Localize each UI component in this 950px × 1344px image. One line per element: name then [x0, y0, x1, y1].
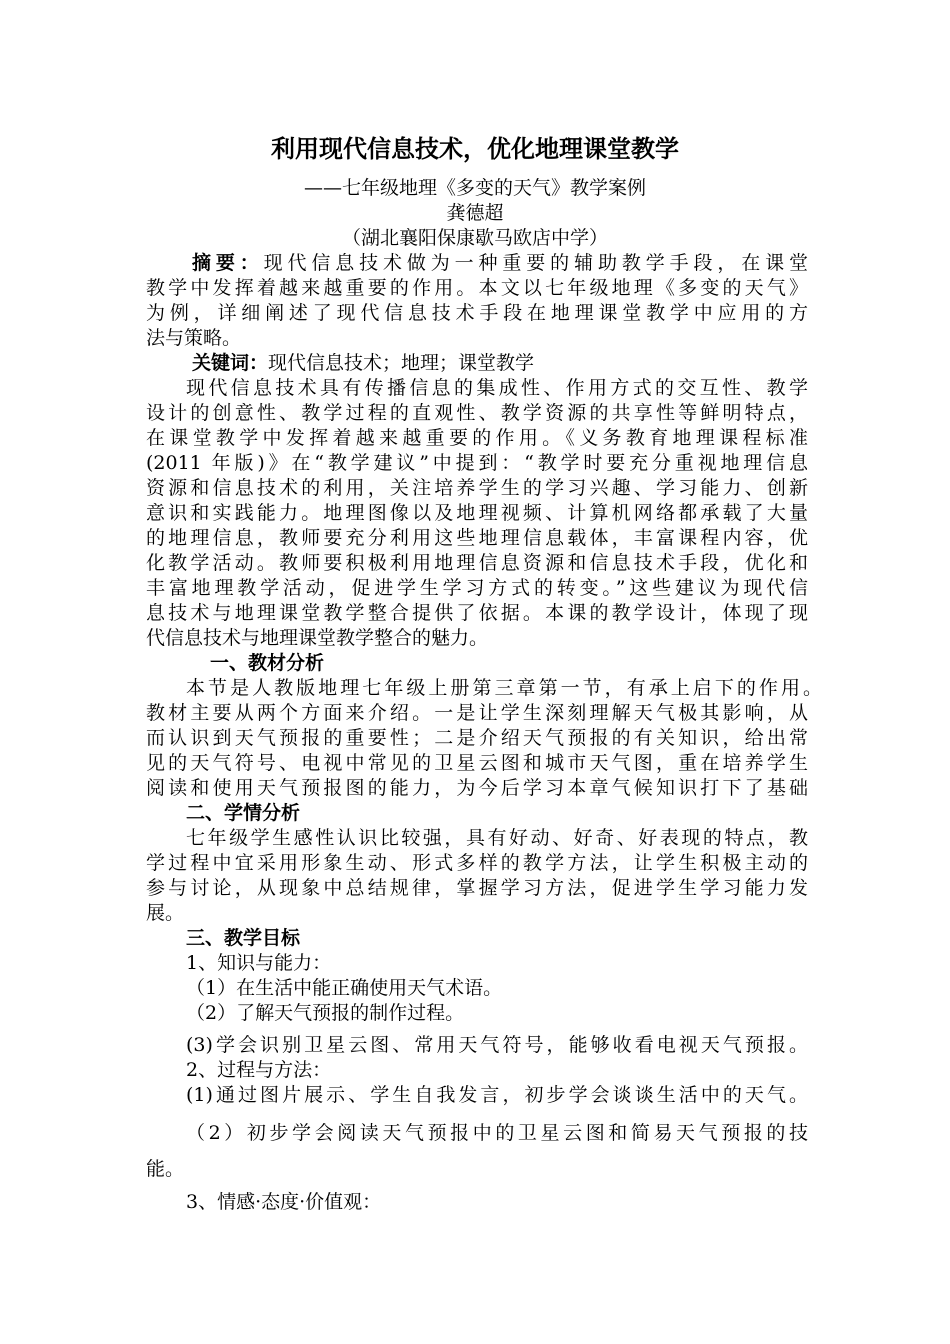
abstract-line-3: 为例，详细阐述了现代信息技术手段在地理课堂教学中应用的方	[146, 302, 808, 324]
keywords-text: 现代信息技术；地理；课堂教学	[268, 352, 535, 374]
goal-knowledge-item-2: （2）了解天气预报的制作过程。	[186, 1002, 465, 1024]
section-heading-3: 三、教学目标	[186, 927, 301, 949]
author-name: 龚德超	[446, 202, 504, 224]
abstract-label: 摘要：	[192, 252, 264, 274]
goal-process-item-1: (1)通过图片展示、学生自我发言，初步学会谈谈生活中的天气。	[186, 1084, 808, 1106]
document-subtitle: ——七年级地理《多变的天气》教学案例	[303, 177, 646, 199]
intro-line-2: 设计的创意性、教学过程的直观性、教学资源的共享性等鲜明特点，	[146, 402, 808, 424]
section1-line-5: 阅读和使用天气预报图的能力，为今后学习本章气候知识打下了基础	[146, 777, 808, 799]
intro-line-11: 代信息技术与地理课堂教学整合的魅力。	[146, 627, 489, 649]
intro-line-7: 的地理信息，教师要充分利用这些地理信息载体，丰富课程内容，优	[146, 527, 808, 549]
abstract-line-2: 教学中发挥着越来越重要的作用。本文以七年级地理《多变的天气》	[146, 277, 808, 299]
intro-line-6: 意识和实践能力。地理图像以及地理视频、计算机网络都承载了大量	[146, 502, 808, 524]
section-heading-2: 二、学情分析	[186, 802, 301, 824]
section2-line-3: 参与讨论，从现象中总结规律，掌握学习方法，促进学生学习能力发	[146, 877, 808, 899]
intro-line-1: 现代信息技术具有传播信息的集成性、作用方式的交互性、教学	[186, 377, 808, 399]
section2-line-1: 七年级学生感性认识比较强，具有好动、好奇、好表现的特点，教	[186, 827, 808, 849]
section1-line-1: 本节是人教版地理七年级上册第三章第一节，有承上启下的作用。	[186, 677, 822, 699]
goal-process-heading: 2、过程与方法：	[186, 1059, 332, 1081]
keywords-line	[192, 351, 808, 376]
goal-attitude-heading: 3、情感·态度·价值观：	[186, 1191, 382, 1213]
intro-line-10: 息技术与地理课堂教学整合提供了依据。本课的教学设计，体现了现	[146, 602, 808, 624]
goal-knowledge-heading: 1、知识与能力：	[186, 952, 332, 974]
document-title: 利用现代信息技术，优化地理课堂教学	[271, 135, 679, 163]
goal-process-item-2-cont: 能。	[146, 1158, 185, 1180]
section1-line-2: 教材主要从两个方面来介绍。一是让学生深刻理解天气极其影响，从	[146, 702, 808, 724]
author-affiliation: （湖北襄阳保康歇马欧店中学）	[341, 227, 608, 249]
goal-knowledge-item-1: （1）在生活中能正确使用天气术语。	[186, 977, 503, 999]
goal-process-item-2: （2）初步学会阅读天气预报中的卫星云图和简易天气预报的技	[186, 1122, 808, 1144]
section1-line-4: 见的天气符号、电视中常见的卫星云图和城市天气图，重在培养学生	[146, 752, 808, 774]
section1-line-3: 而认识到天气预报的重要性；二是介绍天气预报的有关知识，给出常	[146, 727, 808, 749]
goal-knowledge-item-3: (3)学会识别卫星云图、常用天气符号，能够收看电视天气预报。	[186, 1034, 808, 1056]
intro-line-5: 资源和信息技术的利用，关注培养学生的学习兴趣、学习能力、创新	[146, 477, 808, 499]
abstract-text-1: 现代信息技术做为一种重要的辅助教学手段，在课堂	[263, 252, 808, 274]
abstract-line-4: 法与策略。	[146, 327, 242, 349]
section2-line-2: 学过程中宜采用形象生动、形式多样的教学方法，让学生积极主动的	[146, 852, 808, 874]
intro-line-4: (2011 年版)》在“教学建议”中提到：“教学时要充分重视地理信息	[146, 452, 808, 474]
intro-line-8: 化教学活动。教师要积极利用地理信息资源和信息技术手段，优化和	[146, 552, 808, 574]
intro-line-3: 在课堂教学中发挥着越来越重要的作用。《义务教育地理课程标准	[146, 427, 808, 449]
section-heading-1: 一、教材分析	[210, 652, 325, 674]
keywords-label: 关键词：	[192, 352, 269, 374]
intro-line-9: 丰富地理教学活动，促进学生学习方式的转变。”这些建议为现代信	[146, 577, 808, 599]
section2-line-4: 展。	[146, 902, 185, 924]
abstract-line-1	[192, 251, 808, 276]
